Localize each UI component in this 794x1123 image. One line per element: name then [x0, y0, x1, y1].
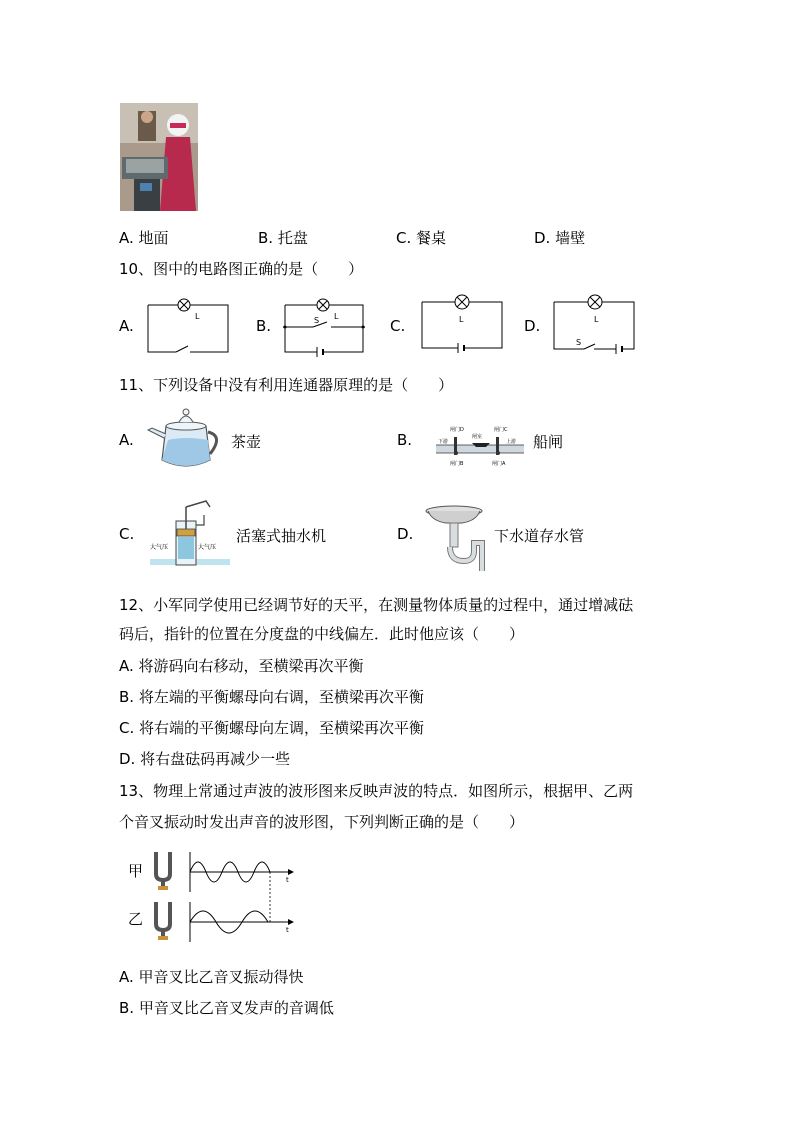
q10-option-d-label: D. — [524, 317, 541, 335]
q11-option-d-text: 下水道存水管 — [494, 527, 585, 545]
q11-option-c-text: 活塞式抽水机 — [236, 527, 327, 545]
circuit-d-lamp-label: L — [594, 315, 599, 324]
lock-label-gate-b: 闸门B — [450, 461, 464, 467]
lock-label-upstream: 上游 — [506, 439, 517, 445]
q11-stem: 11、下列设备中没有利用连通器原理的是（ ） — [119, 376, 454, 394]
waveform-label-yi: 乙 — [128, 910, 144, 928]
lock-label-downstream: 下游 — [438, 439, 449, 445]
q10-option-b-label: B. — [256, 317, 272, 335]
q12-stem-line1: 12、小军同学使用已经调节好的天平，在测量物体质量的过程中，通过增减砝 — [119, 596, 634, 614]
q10-option-c-label: C. — [390, 317, 406, 335]
q12-stem-line2: 码后，指针的位置在分度盘的中线偏左．此时他应该（ ） — [119, 625, 525, 643]
drain-trap-icon — [424, 503, 486, 571]
waveform-jia-axis: t — [286, 876, 289, 884]
tuning-fork-jia-icon — [156, 852, 170, 890]
pump-label-right: 大气压 — [198, 544, 217, 551]
q11-option-b-label: B. — [397, 431, 413, 449]
q11-option-a-text: 茶壶 — [231, 433, 262, 451]
waveform-label-jia: 甲 — [128, 862, 144, 880]
q11-option-a-label: A. — [119, 431, 134, 449]
robot-waiter-photo — [120, 103, 198, 211]
circuit-d — [554, 294, 636, 354]
tuning-fork-waveforms — [128, 846, 300, 946]
lock-label-chamber: 闸室 — [472, 434, 483, 440]
circuit-b-switch-label: S — [314, 316, 320, 325]
ship-lock-diagram — [436, 423, 524, 467]
q12-option-a: A. 将游码向右移动，至横梁再次平衡 — [119, 657, 364, 675]
circuit-c — [422, 294, 504, 354]
q9-option-d: D. 墙壁 — [534, 229, 586, 247]
lock-label-gate-a: 闸门A — [492, 461, 506, 467]
q10-stem: 10、图中的电路图正确的是（ ） — [119, 260, 364, 278]
circuit-d-switch-label: S — [576, 338, 582, 347]
circuit-a — [148, 295, 230, 355]
q13-option-b: B. 甲音叉比乙音叉发声的音调低 — [119, 999, 334, 1017]
q11-option-c-label: C. — [119, 525, 135, 543]
lock-label-gate-c: 闸门C — [494, 427, 508, 433]
q11-option-b-text: 船闸 — [533, 433, 564, 451]
q9-option-b: B. 托盘 — [258, 229, 308, 247]
q9-option-a: A. 地面 — [119, 229, 169, 247]
teapot-icon — [146, 406, 226, 472]
lock-label-gate-d: 闸门D — [450, 427, 464, 433]
q13-stem-line1: 13、物理上常通过声波的波形图来反映声波的特点．如图所示，根据甲、乙两 — [119, 782, 634, 800]
q11-option-d-label: D. — [397, 525, 414, 543]
robot-photo-drawing — [120, 103, 198, 211]
tuning-fork-yi-icon — [156, 902, 170, 940]
q9-option-c: C. 餐桌 — [396, 229, 447, 247]
circuit-a-lamp-label: L — [195, 312, 200, 321]
q12-option-b: B. 将左端的平衡螺母向右调，至横梁再次平衡 — [119, 688, 424, 706]
q12-option-d: D. 将右盘砝码再减少一些 — [119, 750, 291, 768]
q13-stem-line2: 个音叉振动时发出声音的波形图，下列判断正确的是（ ） — [119, 813, 525, 831]
q13-option-a: A. 甲音叉比乙音叉振动得快 — [119, 968, 304, 986]
waveform-yi-axis: t — [286, 926, 289, 934]
circuit-b — [283, 295, 365, 355]
pump-label-left: 大气压 — [150, 544, 169, 551]
circuit-b-lamp-label: L — [334, 312, 339, 321]
piston-pump-diagram — [150, 497, 230, 567]
circuit-c-lamp-label: L — [459, 315, 464, 324]
q12-option-c: C. 将右端的平衡螺母向左调，至横梁再次平衡 — [119, 719, 425, 737]
q10-option-a-label: A. — [119, 317, 134, 335]
